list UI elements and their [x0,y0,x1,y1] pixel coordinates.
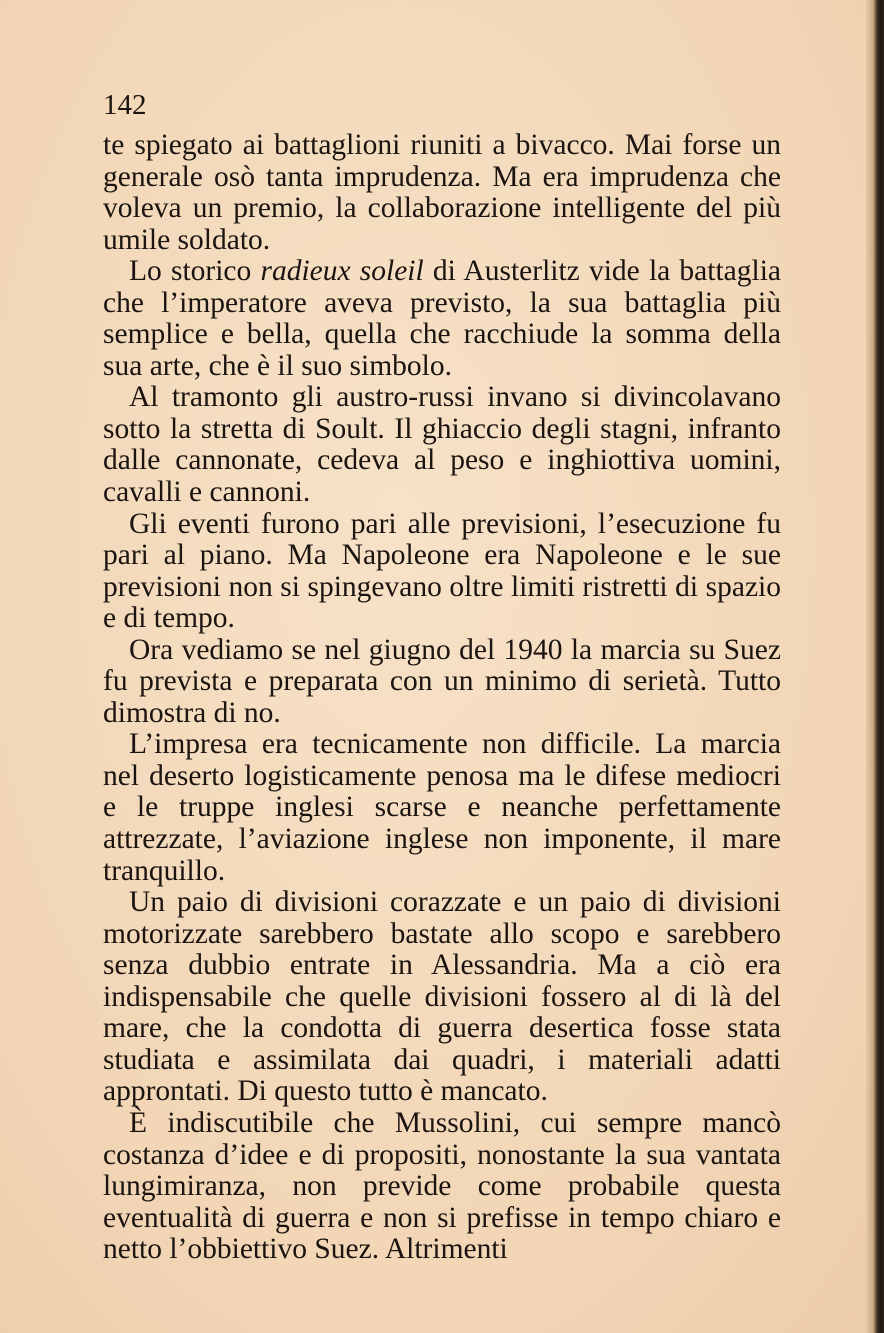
paragraph-text: Lo storico [129,255,261,288]
page-number: 142 [103,89,147,121]
book-edge-shadow [866,0,884,1333]
paragraph-text: Un paio di divisioni corazzate e un paio di divisioni motorizzate sarebbero bastate allo scopo e sarebbero senza dubbio entrate in Alessandria. Ma a ciò era indispensabile che quelle divisioni fossero al di là del mare, che la condotta di guerra desertica fosse stata studiata e assimilata dai quadri, i materiali adatti approntati. Di questo tutto è mancato. [103,886,781,1108]
paragraph-text: Gli eventi furono pari alle previsioni, l’esecuzione fu pari al piano. Ma Napoleone era Napoleone e le sue previsioni non si spingevano oltre limiti ristretti di spazio e di tempo. [103,507,781,635]
paragraph [103,256,781,382]
paragraph [103,382,781,508]
paragraph-text: di Austerlitz vide la battaglia che l’imperatore aveva previsto, la sua battaglia più semplice e bella, quella che racchiude la somma della sua arte, che è il suo simbolo. [103,255,782,382]
body-text [103,130,781,1266]
paragraph-text: L’impresa era tecnicamente non difficile. La marcia nel deserto logisticamente penosa ma le difese mediocri e le truppe inglesi scarse e neanche perfettamente attrezzate, l’aviazione inglese non imponente, il mare tranquillo. [103,728,781,887]
paragraph-text: Ora vediamo se nel giugno del 1940 la marcia su Suez fu prevista e preparata con un minimo di serietà. Tutto dimostra di no. [103,633,781,729]
paragraph-text: te spiegato ai battaglioni riuniti a bivacco. Mai forse un generale osò tanta imprudenza. Ma era imprudenza che voleva un premio, la collaborazione intelligente del più umile soldato. [103,129,781,256]
paragraph [103,635,781,730]
paragraph [103,1108,781,1266]
paragraph [103,509,781,635]
paragraph-text: È indiscutibile che Mussolini, cui sempre mancò costanza d’idee e di propositi, nonostante la sua vantata lungimiranza, non previde come probabile questa eventualità di guerra e non si prefisse in tempo chiaro e netto l’obbiettivo Suez. Altrimenti [103,1106,781,1266]
paragraph [103,887,781,1108]
paragraph [103,729,781,887]
paragraph-text: Al tramonto gli austro-russi invano si divincolavano sotto la stretta di Soult. Il ghiaccio degli stagni, infranto dalle cannonate, cedeva al peso e inghiottiva uomini, cavalli e cannoni. [103,381,781,509]
paragraph [103,130,781,256]
italic-phrase: radieux soleil [260,255,424,288]
